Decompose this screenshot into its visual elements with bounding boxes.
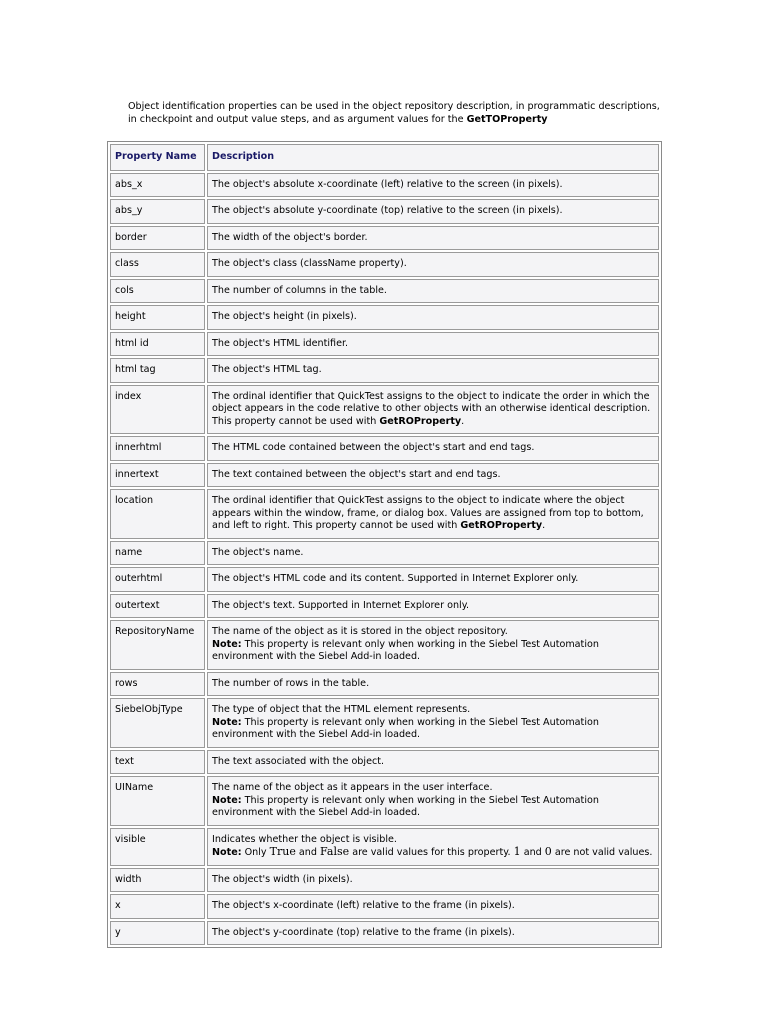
note-text: are not valid values. — [551, 847, 653, 858]
table-row — [110, 385, 659, 435]
description-cell — [207, 305, 659, 330]
property-name-cell: index — [110, 385, 205, 435]
code-value: 0 — [544, 845, 552, 858]
description-cell — [207, 620, 659, 670]
description-text: The number of rows in the table. — [212, 677, 370, 689]
description-cell — [207, 332, 659, 357]
description-text: The ordinal identifier that QuickTest assigns to the object to indicate the order in which the object appears in the code relative to other objects with an otherwise identical description. This property cannot be used with — [212, 390, 651, 427]
description-cell — [207, 594, 659, 619]
description-text: The text contained between the object's start and end tags. — [212, 468, 501, 480]
description-text: The object's height (in pixels). — [212, 311, 357, 322]
description-cell — [207, 385, 659, 435]
property-name-cell: text — [110, 750, 205, 775]
description-text: The name of the object as it appears in the user interface. — [212, 782, 493, 793]
description-cell — [207, 541, 659, 566]
description-cell — [207, 489, 659, 539]
property-name-cell: cols — [110, 279, 205, 304]
table-row — [110, 199, 659, 224]
description-cell — [207, 672, 659, 697]
table-row — [110, 698, 659, 748]
code-value: False — [320, 845, 350, 858]
description-text: The object's name. — [212, 546, 304, 558]
property-name-cell: outerhtml — [110, 567, 205, 592]
property-name-cell: RepositoryName — [110, 620, 205, 670]
note-label: Note: — [212, 847, 242, 858]
property-name-cell: outertext — [110, 594, 205, 619]
note-text: This property is relevant only when working in the Siebel Test Automation environment with the Siebel Add-in loaded. — [212, 794, 599, 818]
description-text: The object's x-coordinate (left) relative to the frame (in pixels). — [212, 900, 515, 911]
intro-paragraph — [128, 100, 668, 126]
description-cell — [207, 698, 659, 748]
table-row — [110, 436, 659, 461]
note-text: Only — [244, 847, 270, 858]
description-cell — [207, 463, 659, 488]
note-text: and — [295, 847, 321, 858]
description-cell — [207, 894, 659, 919]
property-name-cell: location — [110, 489, 205, 539]
property-name-cell: y — [110, 921, 205, 946]
description-text: The object's y-coordinate (top) relative to the frame (in pixels). — [212, 926, 515, 938]
table-row — [110, 226, 659, 251]
intro-bold-term: GetTOProperty — [466, 114, 548, 125]
property-name-cell: rows — [110, 672, 205, 697]
description-cell — [207, 567, 659, 592]
description-text: The object's HTML identifier. — [212, 337, 349, 349]
code-value: True — [269, 845, 296, 858]
table-row — [110, 594, 659, 619]
table-row — [110, 894, 659, 919]
table-row — [110, 489, 659, 539]
description-cell — [207, 173, 659, 198]
table-row — [110, 541, 659, 566]
description-text: The object's HTML tag. — [212, 364, 322, 375]
header-description: Description — [207, 144, 659, 171]
note-text: and — [520, 847, 545, 858]
description-text: The type of object that the HTML element represents. — [212, 704, 471, 715]
table-row — [110, 567, 659, 592]
description-text: The object's width (in pixels). — [212, 873, 353, 885]
description-text: The object's HTML code and its content. Supported in Internet Explorer only. — [212, 573, 579, 584]
description-text: The number of columns in the table. — [212, 284, 387, 296]
description-text: Indicates whether the object is visible. — [212, 833, 397, 845]
note-label: Note: — [212, 794, 242, 806]
table-header-row — [110, 144, 659, 171]
description-bold-term: GetROProperty — [379, 415, 462, 427]
table-row — [110, 463, 659, 488]
table-row — [110, 279, 659, 304]
description-bold-term: GetROProperty — [460, 520, 543, 531]
property-name-cell: name — [110, 541, 205, 566]
note-label: Note: — [212, 716, 242, 728]
properties-table — [107, 141, 662, 948]
description-text: The object's absolute x-coordinate (left) relative to the screen (in pixels). — [212, 178, 563, 190]
property-name-cell: innertext — [110, 463, 205, 488]
table-row — [110, 672, 659, 697]
description-cell — [207, 358, 659, 383]
description-text: The HTML code contained between the object's start and end tags. — [212, 442, 535, 453]
table-row — [110, 620, 659, 670]
property-name-cell: innerhtml — [110, 436, 205, 461]
description-cell — [207, 776, 659, 826]
note-label: Note: — [212, 638, 242, 650]
table-row — [110, 305, 659, 330]
property-name-cell: border — [110, 226, 205, 251]
description-cell — [207, 868, 659, 893]
description-cell — [207, 750, 659, 775]
description-cell — [207, 279, 659, 304]
table-row — [110, 252, 659, 277]
description-tail: . — [461, 415, 465, 427]
description-tail: . — [542, 520, 546, 531]
property-name-cell: x — [110, 894, 205, 919]
code-value: 1 — [513, 845, 521, 858]
description-cell — [207, 226, 659, 251]
property-name-cell: abs_x — [110, 173, 205, 198]
description-text: The text associated with the object. — [212, 755, 385, 767]
description-cell — [207, 436, 659, 461]
table-row — [110, 868, 659, 893]
note-text: This property is relevant only when working in the Siebel Test Automation environment with the Siebel Add-in loaded. — [212, 638, 599, 662]
table-row — [110, 921, 659, 946]
property-name-cell: SiebelObjType — [110, 698, 205, 748]
table-row — [110, 332, 659, 357]
property-name-cell: class — [110, 252, 205, 277]
table-row — [110, 776, 659, 826]
property-name-cell: visible — [110, 828, 205, 866]
property-name-cell: width — [110, 868, 205, 893]
table-row — [110, 828, 659, 866]
property-name-cell: abs_y — [110, 199, 205, 224]
table-row — [110, 750, 659, 775]
table-row — [110, 173, 659, 198]
description-text: The object's absolute y-coordinate (top) relative to the screen (in pixels). — [212, 205, 563, 216]
note-text: This property is relevant only when working in the Siebel Test Automation environment with the Siebel Add-in loaded. — [212, 716, 599, 740]
description-cell — [207, 828, 659, 866]
description-text: The name of the object as it is stored in the object repository. — [212, 626, 508, 637]
description-text: The object's text. Supported in Internet Explorer only. — [212, 599, 470, 611]
description-text: The ordinal identifier that QuickTest assigns to the object to indicate where the object appears within the window, frame, or dialog box. Values are assigned from top to bottom, and left to right. This property cannot be used with — [212, 495, 644, 531]
property-name-cell: html id — [110, 332, 205, 357]
property-name-cell: height — [110, 305, 205, 330]
description-text: The width of the object's border. — [212, 231, 368, 243]
property-name-cell: html tag — [110, 358, 205, 383]
table-row — [110, 358, 659, 383]
description-text: The object's class (className property). — [212, 258, 407, 269]
description-cell — [207, 252, 659, 277]
description-cell — [207, 921, 659, 946]
header-property-name: Property Name — [110, 144, 205, 171]
property-name-cell: UIName — [110, 776, 205, 826]
intro-text: Object identification properties can be used in the object repository description, in programmatic descriptions, in checkpoint and output value steps, and as argument values for the — [128, 101, 660, 125]
note-text: are valid values for this property. — [349, 847, 514, 858]
description-cell — [207, 199, 659, 224]
